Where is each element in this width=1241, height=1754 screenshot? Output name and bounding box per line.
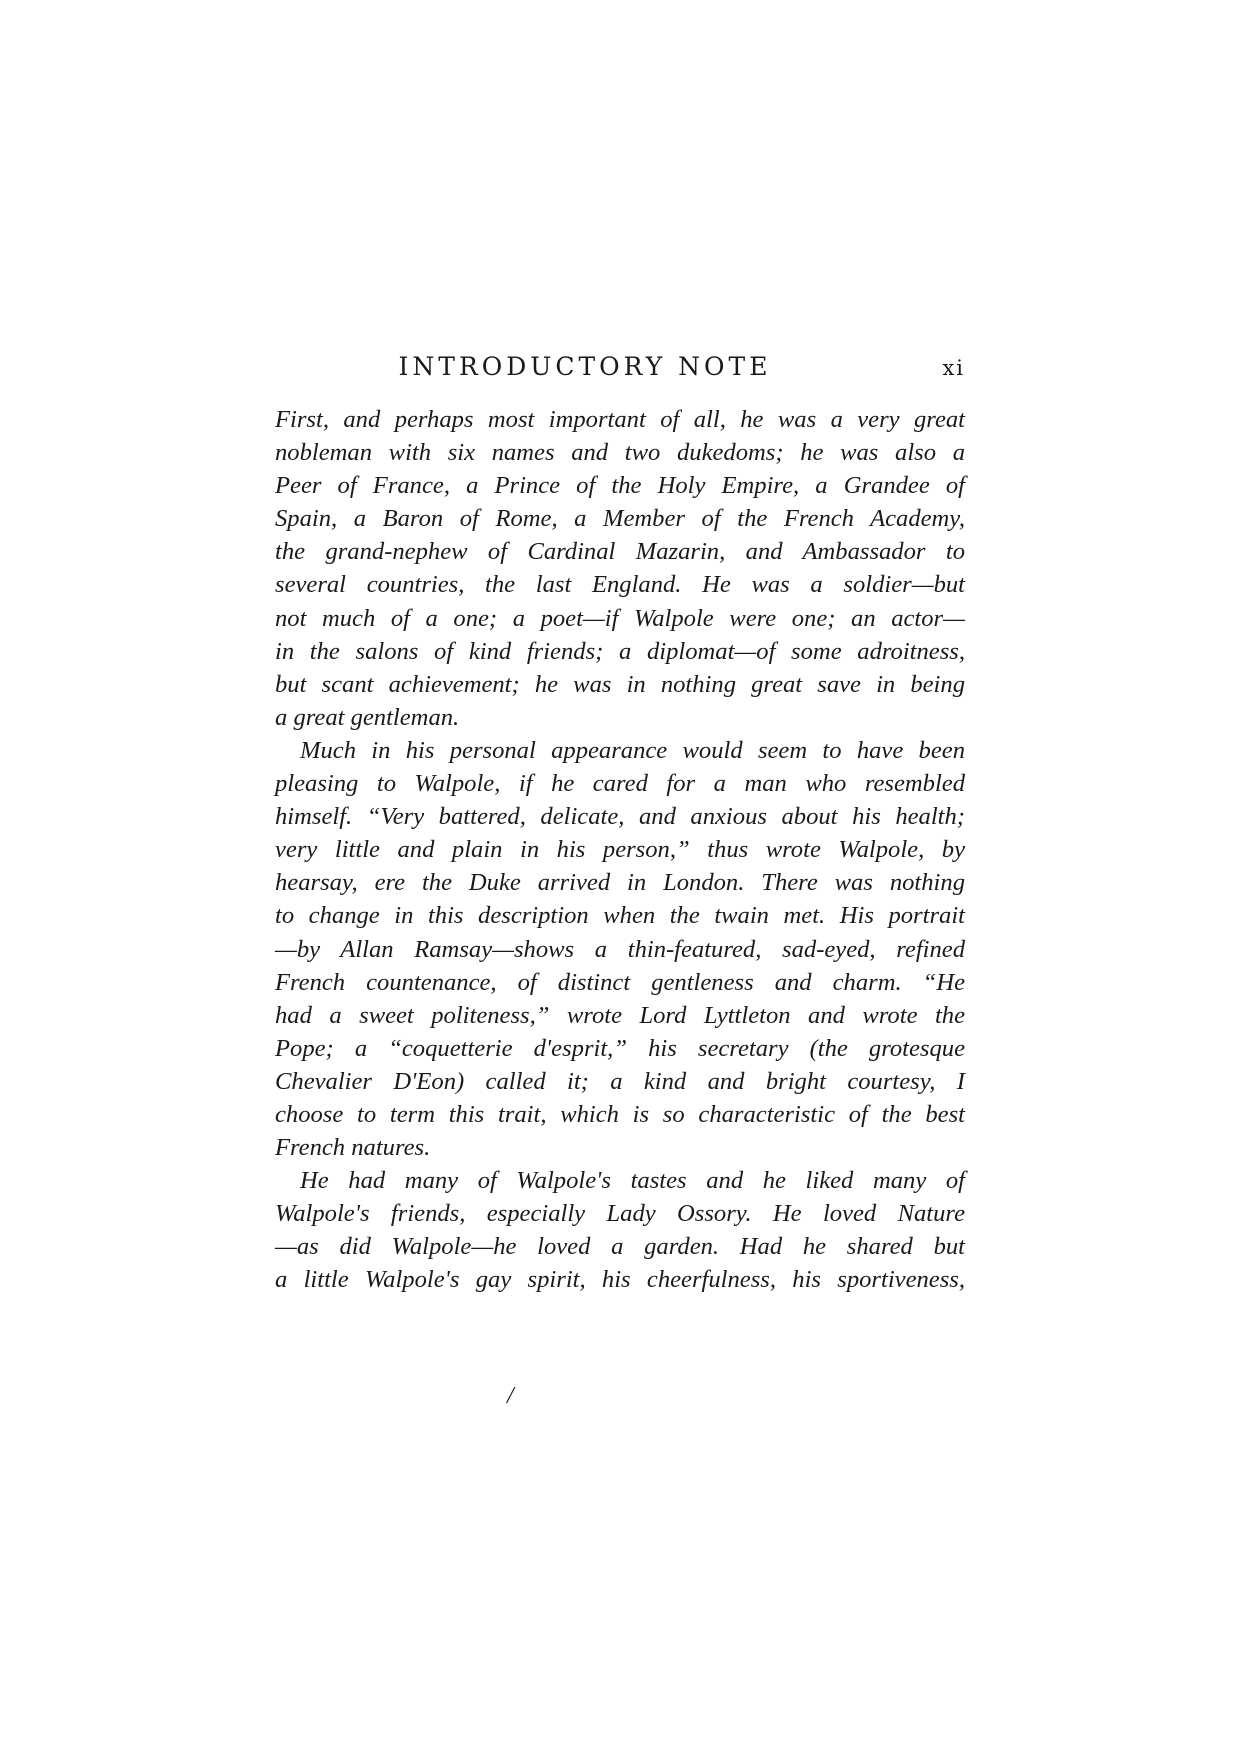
paragraph-2 — [275, 734, 965, 1164]
text-line: pleasing to Walpole, if he cared for a man who resembled — [275, 770, 965, 798]
text-line: himself. “Very battered, delicate, and anxious about his health; — [275, 803, 965, 831]
text-line: the grand-nephew of Cardinal Mazarin, and Ambassador to — [275, 538, 965, 566]
text-line: hearsay, ere the Duke arrived in London. There was nothing — [275, 869, 965, 897]
text-line: Chevalier D'Eon) called it; a kind and bright courtesy, I — [275, 1067, 965, 1095]
running-title: INTRODUCTORY NOTE — [398, 352, 772, 381]
text-line: to change in this description when the twain met. His portrait — [275, 902, 965, 930]
text-line: —by Allan Ramsay—shows a thin-featured, sad-eyed, refined — [275, 935, 965, 963]
text-line: He had many of Walpole's tastes and he liked many of — [300, 1167, 965, 1195]
paragraph-3 — [275, 1164, 965, 1296]
text-line: French countenance, of distinct gentleness and charm. “He — [275, 968, 965, 996]
page-number: xi — [942, 356, 965, 380]
text-line: not much of a one; a poet—if Walpole were one; an actor— — [275, 604, 965, 632]
text-line: in the salons of kind friends; a diplomat—of some adroitness, — [275, 637, 965, 665]
text-line: had a sweet politeness,” wrote Lord Lyttleton and wrote the — [275, 1001, 965, 1029]
text-line: Spain, a Baron of Rome, a Member of the French Academy, — [275, 505, 965, 533]
text-line: Peer of France, a Prince of the Holy Empire, a Grandee of — [275, 472, 965, 500]
text-line: nobleman with six names and two dukedoms; he was also a — [275, 439, 965, 467]
text-line: choose to term this trait, which is so characteristic of the best — [275, 1100, 965, 1128]
text-line: several countries, the last England. He was a soldier—but — [275, 571, 965, 599]
text-line: First, and perhaps most important of all, he was a very great — [275, 406, 965, 433]
text-line: Walpole's friends, especially Lady Ossory. He loved Nature — [275, 1200, 965, 1228]
text-line: Pope; a “coquetterie d'esprit,” his secretary (the grotesque — [275, 1034, 965, 1062]
text-line: a great gentleman. — [275, 703, 460, 731]
paragraph-1 — [275, 403, 965, 734]
text-line: a little Walpole's gay spirit, his cheerfulness, his sportiveness, — [275, 1266, 965, 1294]
stray-mark: / — [507, 1383, 514, 1409]
body-text — [275, 403, 965, 1297]
text-line: very little and plain in his person,” thus wrote Walpole, by — [275, 836, 965, 864]
running-head — [275, 348, 965, 388]
text-line: French natures. — [275, 1134, 431, 1162]
text-line: but scant achievement; he was in nothing great save in being — [275, 670, 965, 698]
text-line: —as did Walpole—he loved a garden. Had he shared but — [275, 1233, 965, 1261]
text-line: Much in his personal appearance would seem to have been — [300, 736, 965, 764]
